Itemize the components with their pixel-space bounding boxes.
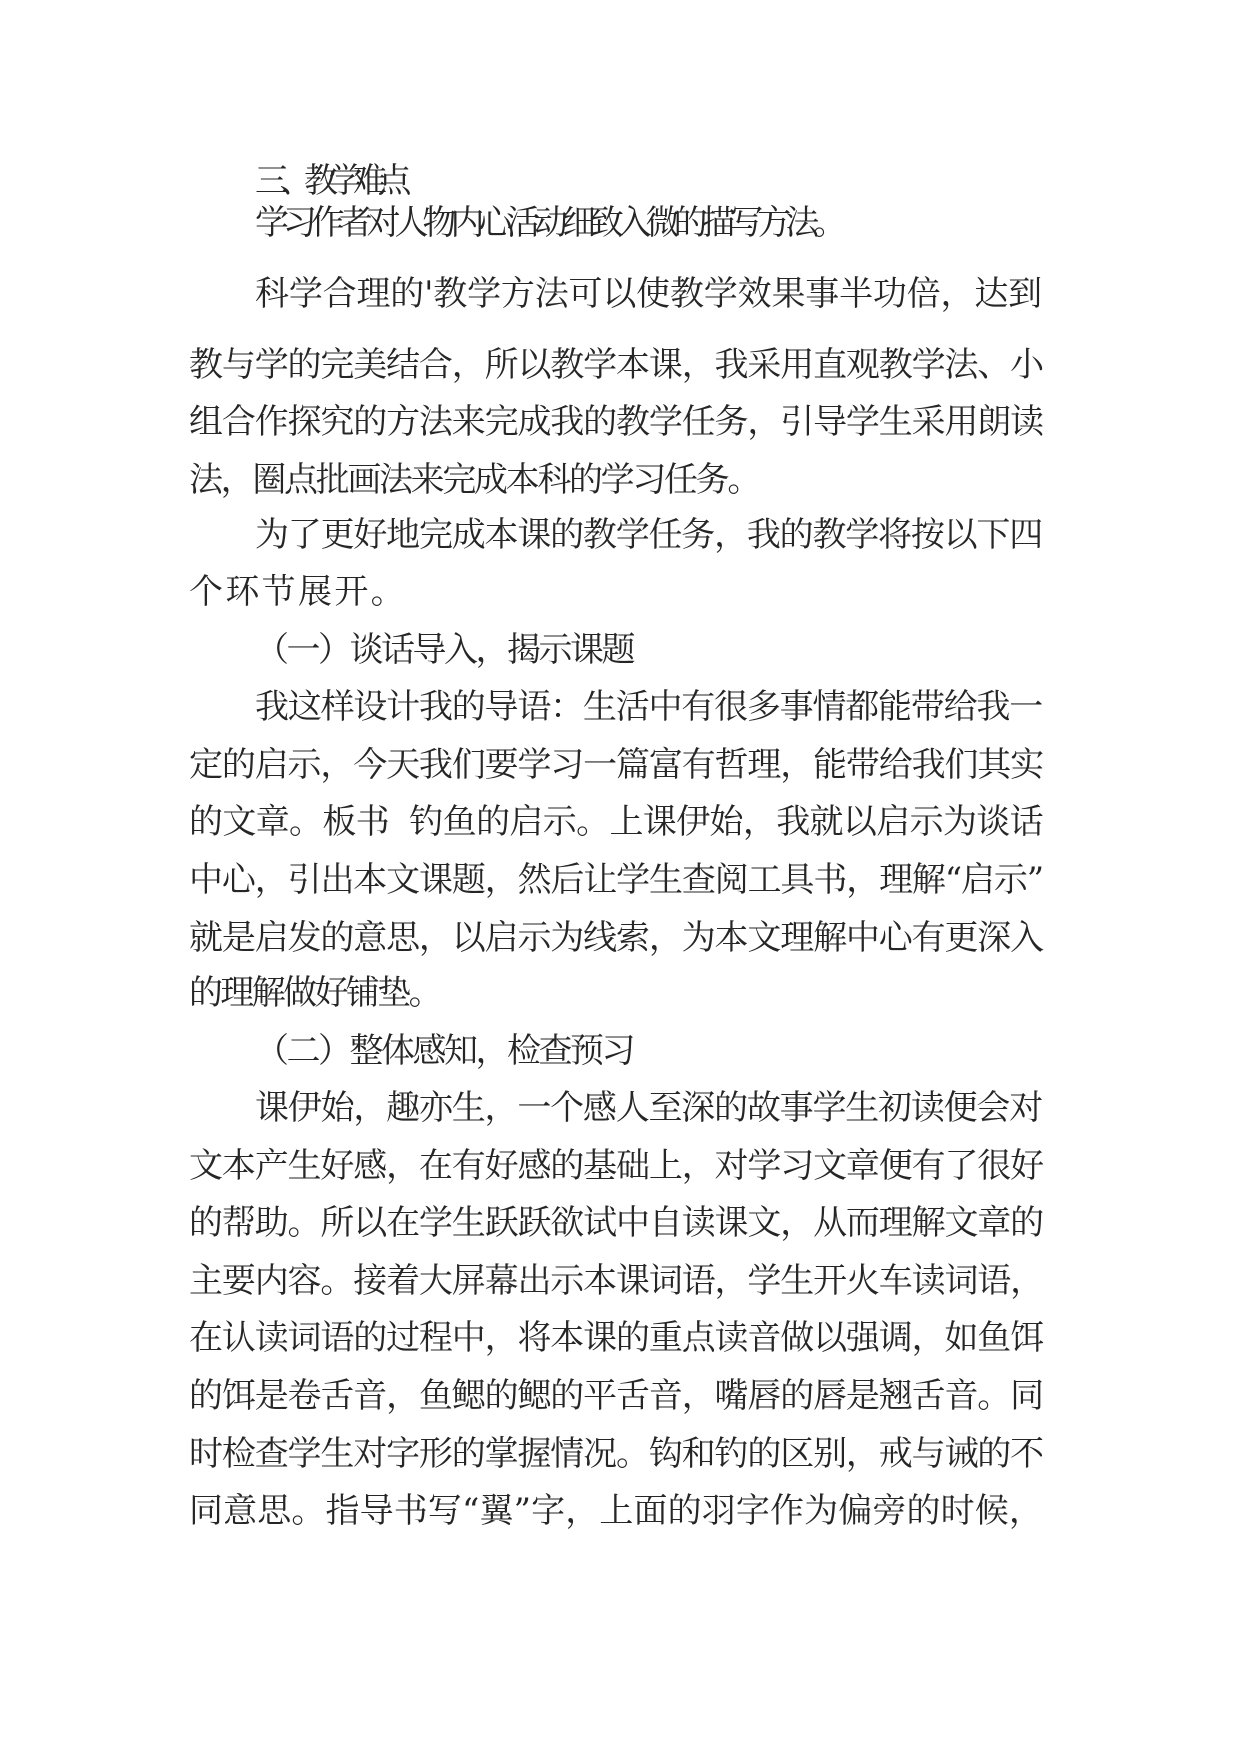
- text-line: 主要内容。接着大屏幕出示本课词语，学生开火车读词语，: [189, 1261, 1043, 1301]
- text-line: 时检查学生对字形的掌握情况。钩和钓的区别，戒与诫的不: [189, 1434, 1043, 1474]
- text-line: 教与学的完美结合，所以教学本课，我采用直观教学法、小: [189, 345, 1043, 385]
- text-line: （一）谈话导入，揭示课题: [255, 630, 633, 670]
- text-line: 的帮助。所以在学生跃跃欲试中自读课文，从而理解文章的: [189, 1203, 1043, 1243]
- text-line: 个环节展开。: [189, 572, 407, 612]
- text-line: 的文章。板书 钓鱼的启示。上课伊始，我就以启示为谈话: [189, 802, 1043, 842]
- text-line: 三、教学难点: [255, 161, 402, 201]
- text-line: 课伊始，趣亦生，一个感人至深的故事学生初读便会对: [255, 1088, 1042, 1128]
- text-line: 定的启示，今天我们要学习一篇富有哲理，能带给我们其实: [189, 745, 1043, 785]
- text-line: 科学合理的'教学方法可以使教学效果事半功倍，达到: [255, 274, 1042, 314]
- text-line: 学习作者对人物内心活动细致入微的描写方法。: [255, 203, 841, 243]
- text-line: （二）整体感知，检查预习: [255, 1031, 633, 1071]
- text-line: 法，圈点批画法来完成本科的学习任务。: [189, 460, 759, 500]
- text-line: 同意思。指导书写“翼”字，上面的羽字作为偏旁的时候，: [189, 1491, 1043, 1531]
- text-line: 为了更好地完成本课的教学任务，我的教学将按以下四: [255, 515, 1042, 555]
- text-line: 中心，引出本文课题，然后让学生查阅工具书，理解“启示”: [189, 860, 1043, 900]
- text-line: 的饵是卷舌音，鱼鳃的鳃的平舌音，嘴唇的唇是翘舌音。同: [189, 1376, 1043, 1416]
- text-line: 在认读词语的过程中，将本课的重点读音做以强调，如鱼饵: [189, 1318, 1043, 1358]
- text-line: 的理解做好铺垫。: [189, 973, 440, 1013]
- text-line: 就是启发的意思，以启示为线索，为本文理解中心有更深入: [189, 918, 1043, 958]
- text-line: 组合作探究的方法来完成我的教学任务，引导学生采用朗读: [189, 402, 1043, 442]
- text-line: 我这样设计我的导语：生活中有很多事情都能带给我一: [255, 687, 1042, 727]
- text-line: 文本产生好感，在有好感的基础上，对学习文章便有了很好: [189, 1146, 1043, 1186]
